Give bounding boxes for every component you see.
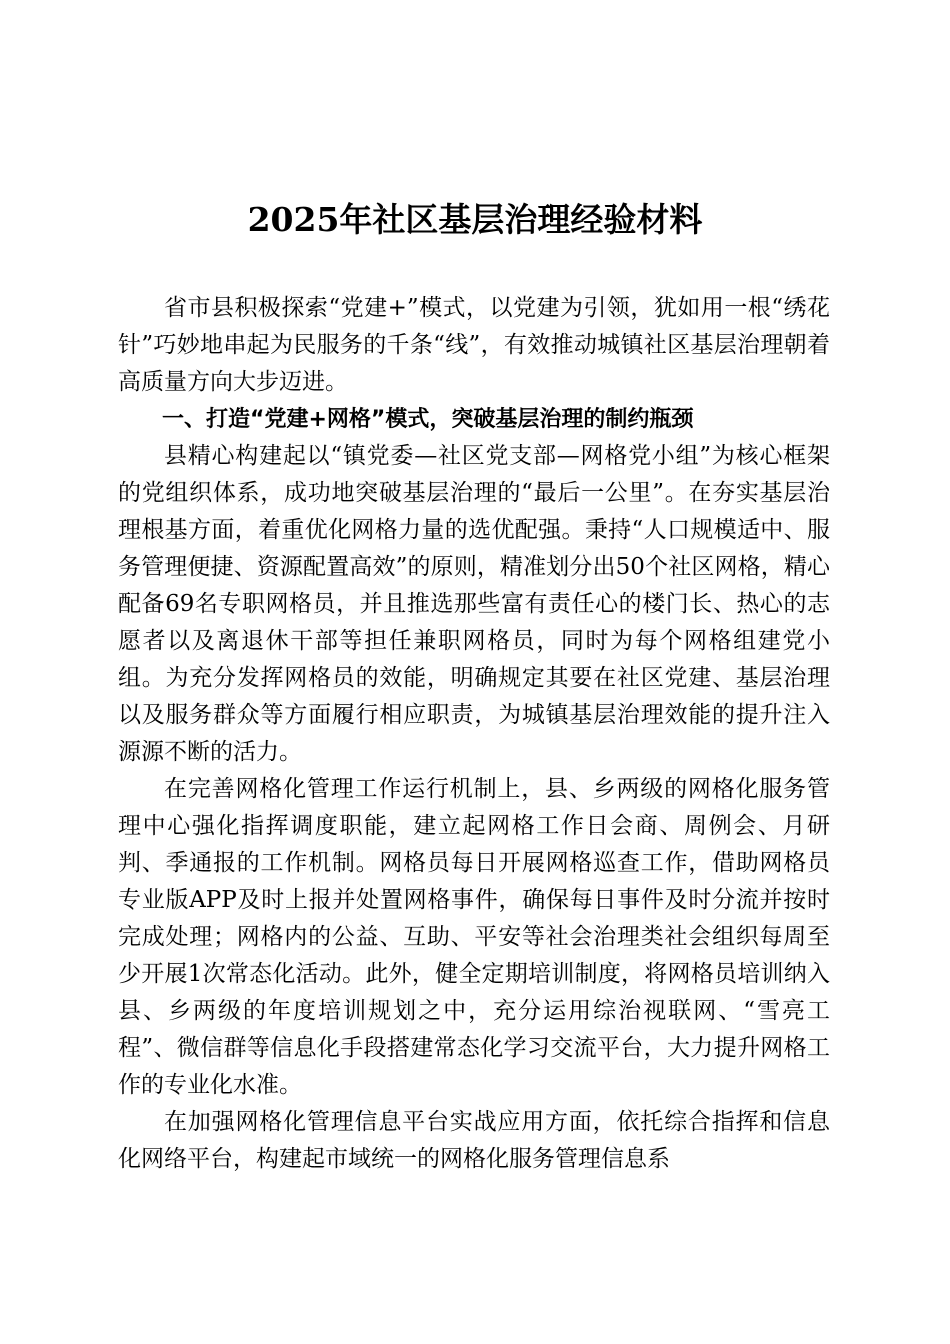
body-paragraph-1: 县精心构建起以“镇党委—社区党支部—网格党小组”为核心框架的党组织体系，成功地突破基层治理的“最后一公里”。在夯实基层治理根基方面，着重优化网格力量的选优配强。秉持“人口规模适中、服务管理便捷、资源配置高效”的原则，精准划分出50个社区网格，精心配备69名专职网格员，并且推选那些富有责任心的楼门长、热心的志愿者以及离退休干部等担任兼职网格员，同时为每个网格组建党小组。为充分发挥网格员的效能，明确规定其要在社区党建、基层治理以及服务群众等方面履行相应职责，为城镇基层治理效能的提升注入源源不断的活力。 bbox=[118, 443, 830, 765]
body-paragraph-3: 在加强网格化管理信息平台实战应用方面，依托综合指挥和信息化网络平台，构建起市域统一的网格化服务管理信息系 bbox=[118, 1109, 830, 1172]
intro-paragraph: 省市县积极探索“党建+”模式，以党建为引领，犹如用一根“绣花针”巧妙地串起为民服务的千条“线”，有效推动城镇社区基层治理朝着高质量方向大步迈进。 bbox=[118, 295, 830, 395]
document-body bbox=[118, 290, 830, 1178]
section-heading-1: 一、打造“党建+网格”模式，突破基层治理的制约瓶颈 bbox=[162, 407, 694, 432]
body-paragraph-2: 在完善网格化管理工作运行机制上，县、乡两级的网格化服务管理中心强化指挥调度职能，建立起网格工作日会商、周例会、月研判、季通报的工作机制。网格员每日开展网格巡查工作，借助网格员专业版APP及时上报并处置网格事件，确保每日事件及时分流并按时完成处理；网格内的公益、互助、平安等社会治理类社会组织每周至少开展1次常态化活动。此外，健全定期培训制度，将网格员培训纳入县、乡两级的年度培训规划之中，充分运用综治视联网、“雪亮工程”、微信群等信息化手段搭建常态化学习交流平台，大力提升网格工作的专业化水准。 bbox=[118, 776, 830, 1098]
document-title: 2025年社区基层治理经验材料 bbox=[247, 200, 703, 239]
